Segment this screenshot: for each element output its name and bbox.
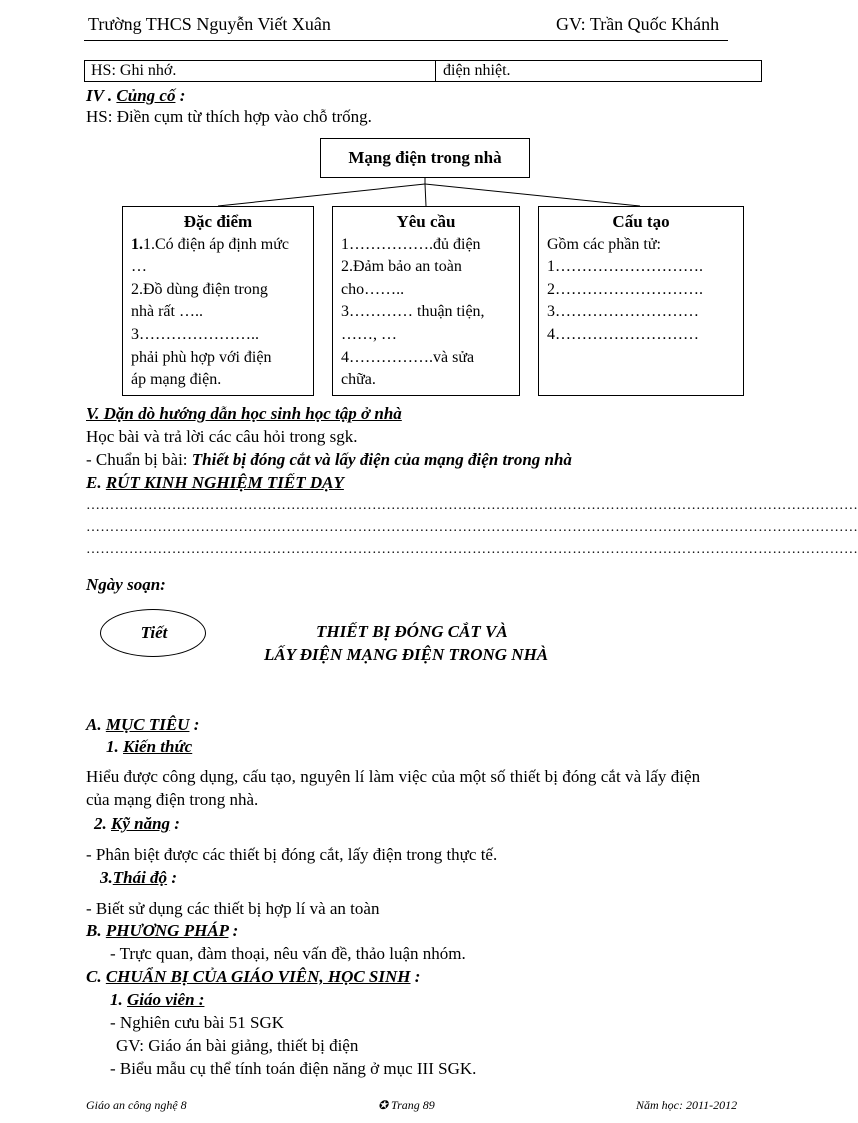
diagram-box-line: nhà rất …..: [131, 303, 203, 321]
diagram-box-line: 3………… thuận tiện,: [341, 303, 485, 321]
knowledge-line2: của mạng điện trong nhà.: [86, 790, 259, 809]
section-iv-instruction: HS: Điền cụm từ thích hợp vào chỗ trống.: [86, 107, 372, 126]
section-v-line2: - Chuẩn bị bài: Thiết bị đóng cắt và lấy điện của mạng điện trong nhà: [86, 450, 572, 469]
diagram-box-dac-diem: [122, 206, 314, 396]
diagram-box-line: …: [131, 258, 147, 276]
period-oval: [100, 609, 206, 657]
section-a-sub3: 3.Thái độ :: [100, 868, 177, 887]
top-table-cell-right: điện nhiệt.: [443, 62, 511, 79]
lesson-title-line2: LẤY ĐIỆN MẠNG ĐIỆN TRONG NHÀ: [264, 645, 549, 664]
lesson-title-line1: THIẾT BỊ ĐÓNG CẮT VÀ: [316, 622, 508, 641]
footer-right: Năm học: 2011-2012: [636, 1098, 738, 1112]
diagram-box-line: 2……………………….: [547, 280, 703, 298]
diagram-box-cau-tao: [538, 206, 744, 396]
footer-left: Giáo an công nghệ 8: [86, 1098, 187, 1112]
diagram-box-line: cho……..: [341, 280, 405, 298]
diagram-box-line: 2.Đảm bảo an toàn: [341, 258, 462, 276]
diagram-box-yeu-cau: [332, 206, 520, 396]
diagram-box-line: chữa.: [341, 371, 376, 389]
diagram-box-title: Cấu tạo: [612, 212, 670, 231]
section-a-sub1: 1. Kiến thức: [106, 737, 193, 756]
date-label: Ngày soạn:: [86, 575, 166, 594]
footer-page: ✪ Trang 89: [378, 1098, 435, 1112]
period-label: Tiết: [140, 623, 168, 642]
section-c-line3: - Biểu mẫu cụ thể tính toán điện năng ở mục III SGK.: [110, 1059, 477, 1078]
section-c-heading: C. CHUẨN BỊ CỦA GIÁO VIÊN, HỌC SINH :: [86, 967, 421, 986]
top-table-cell-left: HS: Ghi nhớ.: [91, 62, 177, 79]
section-c-sub1: 1. Giáo viên :: [110, 990, 205, 1009]
attitude-line: - Biết sử dụng các thiết bị hợp lí và an toàn: [86, 899, 380, 918]
section-b-line: - Trực quan, đàm thoại, nêu vấn đề, thảo luận nhóm.: [110, 944, 466, 963]
diagram-box-line: 1……………………….: [547, 258, 703, 276]
header-divider: [84, 40, 728, 41]
diagram-box-line: áp mạng điện.: [131, 371, 222, 389]
diagram-box-line: 3………………………: [547, 303, 699, 321]
diagram-box-line: 2.Đồ dùng điện trong: [131, 280, 268, 298]
diagram-box-title: Đặc điểm: [183, 212, 253, 231]
diagram-box-line: 4………………………: [547, 325, 699, 343]
diagram-box-line: phải phù hợp với điện: [131, 348, 272, 366]
notes-dotted-line: ………………………………………………………………………………………………………………………………………………: [86, 498, 858, 513]
diagram-box-line: ……, …: [341, 325, 397, 343]
diagram-root-box: [320, 138, 530, 178]
section-a-sub2: 2. Kỹ năng :: [94, 814, 180, 833]
section-iv-heading: IV . Củng cố :: [86, 86, 186, 105]
diagram-box-title: Yêu cầu: [396, 212, 456, 231]
notes-dotted-line: ………………………………………………………………………………………………………………………………………………: [86, 520, 858, 535]
section-e-heading: E. RÚT KINH NGHIỆM TIẾT DẠY: [86, 473, 344, 492]
skill-line: - Phân biệt được các thiết bị đóng cắt, lấy điện trong thực tế.: [86, 845, 498, 864]
diagram-box-line: 1.1.Có điện áp định mức: [131, 235, 289, 253]
section-b-heading: B. PHƯƠNG PHÁP :: [86, 921, 239, 940]
section-c-line2: GV: Giáo án bài giảng, thiết bị điện: [116, 1036, 359, 1055]
diagram-box-line: 4…………….và sửa: [341, 348, 475, 366]
section-c-line1: - Nghiên cưu bài 51 SGK: [110, 1013, 284, 1032]
top-table-row: [84, 60, 762, 82]
section-v-line1: Học bài và trả lời các câu hỏi trong sgk.: [86, 427, 358, 446]
diagram-box-line: Gồm các phần tử:: [547, 235, 661, 253]
diagram-box-line: 1…………….đủ điện: [341, 235, 481, 253]
diagram-root-label: Mạng điện trong nhà: [348, 148, 502, 167]
knowledge-line1: Hiểu được công dụng, cấu tạo, nguyên lí làm việc của một số thiết bị đóng cắt và lấy điện: [86, 767, 701, 786]
diagram-box-line: 3…………………..: [131, 325, 259, 343]
section-v-heading: V. Dặn dò hướng dẫn học sinh học tập ở nhà: [86, 404, 402, 423]
section-a-heading: A. MỤC TIÊU :: [86, 715, 200, 734]
top-table-divider: [435, 61, 436, 81]
header-teacher: GV: Trần Quốc Khánh: [556, 14, 720, 34]
header-school: Trường THCS Nguyễn Viết Xuân: [88, 14, 331, 34]
notes-dotted-line: ………………………………………………………………………………………………………………………………………………: [86, 542, 858, 557]
